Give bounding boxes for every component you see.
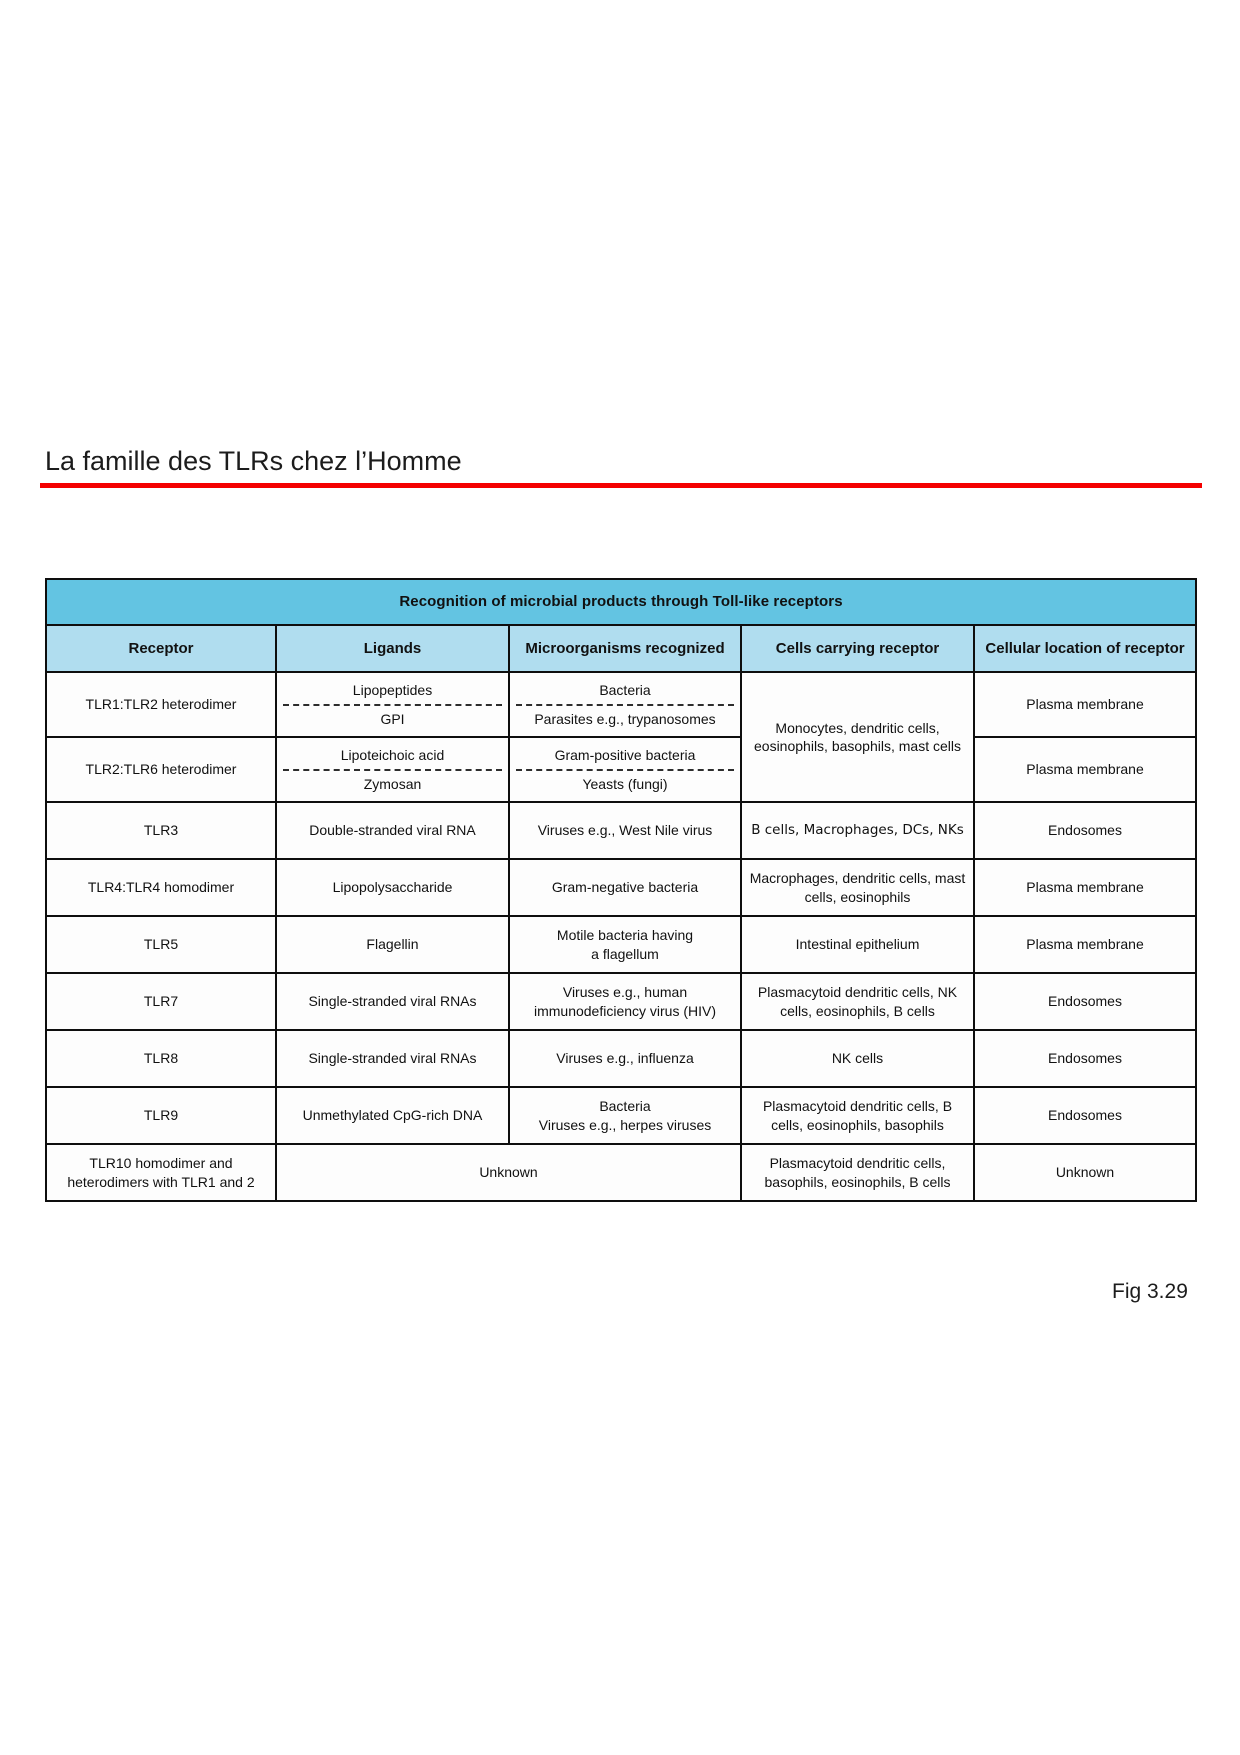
col-header-location: Cellular location of receptor bbox=[974, 625, 1196, 672]
ligands-cell: Lipopolysaccharide bbox=[276, 859, 509, 916]
ligands-cell: Double-stranded viral RNA bbox=[276, 802, 509, 859]
title-underline-rule bbox=[40, 483, 1202, 488]
micro-line2: Viruses e.g., herpes viruses bbox=[538, 1116, 712, 1133]
ligand-top: Lipopeptides bbox=[283, 676, 502, 706]
receptor-cell: TLR3 bbox=[46, 802, 276, 859]
location-cell: Endosomes bbox=[974, 1030, 1196, 1087]
receptor-cell: TLR9 bbox=[46, 1087, 276, 1144]
location-cell: Unknown bbox=[974, 1144, 1196, 1201]
ligand-top: Lipoteichoic acid bbox=[283, 741, 502, 771]
row-tlr7 bbox=[46, 973, 1196, 1030]
receptor-cell: TLR10 homodimer and heterodimers with TLR1 and 2 bbox=[46, 1144, 276, 1201]
micro-line1: Motile bacteria having bbox=[556, 927, 694, 944]
row-tlr8 bbox=[46, 1030, 1196, 1087]
micro-line2: a flagellum bbox=[591, 945, 659, 962]
receptor-cell: TLR4:TLR4 homodimer bbox=[46, 859, 276, 916]
table-title-row bbox=[46, 579, 1196, 625]
row-tlr5 bbox=[46, 916, 1196, 973]
microorganisms-cell: Viruses e.g., influenza bbox=[509, 1030, 741, 1087]
microorganisms-cell bbox=[509, 973, 741, 1030]
cells-cell: NK cells bbox=[741, 1030, 974, 1087]
row-tlr2-tlr6 bbox=[46, 737, 1196, 802]
receptor-cell: TLR1:TLR2 heterodimer bbox=[46, 672, 276, 737]
table-header-row bbox=[46, 625, 1196, 672]
microorganisms-cell: Gram-negative bacteria bbox=[509, 859, 741, 916]
table-title: Recognition of microbial products through Toll-like receptors bbox=[46, 579, 1196, 625]
ligands-cell: Single-stranded viral RNAs bbox=[276, 1030, 509, 1087]
ligands-cell bbox=[276, 737, 509, 802]
ligands-cell bbox=[276, 672, 509, 737]
location-cell: Plasma membrane bbox=[974, 859, 1196, 916]
micro-top: Gram-positive bacteria bbox=[516, 741, 734, 771]
row-tlr9 bbox=[46, 1087, 1196, 1144]
cells-cell-highlighted: B cells, Macrophages, DCs, NKs bbox=[741, 802, 974, 859]
ligands-cell: Single-stranded viral RNAs bbox=[276, 973, 509, 1030]
ligand-bottom: GPI bbox=[380, 711, 405, 728]
receptor-cell: TLR8 bbox=[46, 1030, 276, 1087]
micro-top: Bacteria bbox=[516, 676, 734, 706]
microorganisms-cell bbox=[509, 1087, 741, 1144]
receptor-cell: TLR5 bbox=[46, 916, 276, 973]
location-cell: Plasma membrane bbox=[974, 737, 1196, 802]
col-header-ligands: Ligands bbox=[276, 625, 509, 672]
microorganisms-cell: Viruses e.g., West Nile virus bbox=[509, 802, 741, 859]
tlr-table bbox=[45, 578, 1197, 1202]
row-tlr3 bbox=[46, 802, 1196, 859]
col-header-microorganisms: Microorganisms recognized bbox=[509, 625, 741, 672]
location-cell: Plasma membrane bbox=[974, 916, 1196, 973]
page-title: La famille des TLRs chez l’Homme bbox=[45, 446, 462, 476]
micro-line1: Bacteria bbox=[599, 1098, 651, 1115]
location-cell: Plasma membrane bbox=[974, 672, 1196, 737]
ligands-cell: Flagellin bbox=[276, 916, 509, 973]
figure-caption: Fig 3.29 bbox=[1112, 1280, 1188, 1303]
cells-cell: Plasmacytoid dendritic cells, NK cells, eosinophils, B cells bbox=[741, 973, 974, 1030]
micro-line1: Viruses e.g., human bbox=[562, 984, 688, 1001]
cells-cell: Intestinal epithelium bbox=[741, 916, 974, 973]
col-header-cells: Cells carrying receptor bbox=[741, 625, 974, 672]
col-header-receptor: Receptor bbox=[46, 625, 276, 672]
microorganisms-cell bbox=[509, 737, 741, 802]
microorganisms-cell bbox=[509, 672, 741, 737]
cells-cell: Plasmacytoid dendritic cells, B cells, eosinophils, basophils bbox=[741, 1087, 974, 1144]
ligands-cell: Unmethylated CpG-rich DNA bbox=[276, 1087, 509, 1144]
cells-cell: Monocytes, dendritic cells, eosinophils, basophils, mast cells bbox=[741, 672, 974, 802]
row-tlr10 bbox=[46, 1144, 1196, 1201]
row-tlr4 bbox=[46, 859, 1196, 916]
microorganisms-cell bbox=[509, 916, 741, 973]
receptor-cell: TLR7 bbox=[46, 973, 276, 1030]
micro-bottom: Parasites e.g., trypanosomes bbox=[534, 711, 716, 728]
micro-bottom: Yeasts (fungi) bbox=[582, 776, 668, 793]
micro-line2: immunodeficiency virus (HIV) bbox=[533, 1002, 717, 1019]
location-cell: Endosomes bbox=[974, 1087, 1196, 1144]
cells-cell: Plasmacytoid dendritic cells, basophils, eosinophils, B cells bbox=[741, 1144, 974, 1201]
location-cell: Endosomes bbox=[974, 802, 1196, 859]
unknown-cell: Unknown bbox=[276, 1144, 741, 1201]
location-cell: Endosomes bbox=[974, 973, 1196, 1030]
receptor-cell: TLR2:TLR6 heterodimer bbox=[46, 737, 276, 802]
ligand-bottom: Zymosan bbox=[363, 776, 422, 793]
row-tlr1-tlr2 bbox=[46, 672, 1196, 737]
cells-cell: Macrophages, dendritic cells, mast cells, eosinophils bbox=[741, 859, 974, 916]
